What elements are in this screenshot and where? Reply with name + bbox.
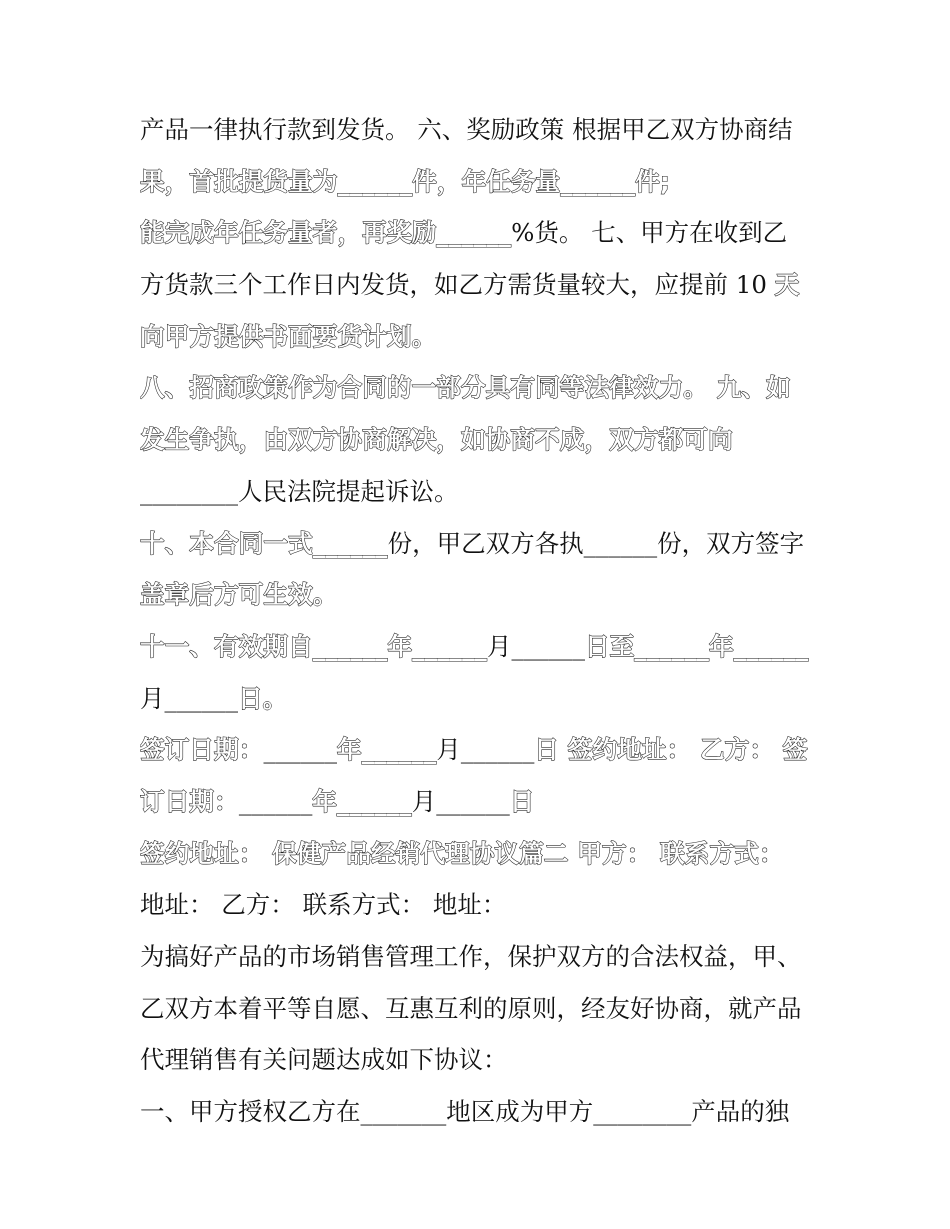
text-line (140, 207, 820, 259)
text-line (140, 673, 820, 725)
text-segment: 天 (774, 270, 800, 300)
text-line (140, 259, 820, 311)
text-segment: 年______ (337, 735, 437, 765)
text-line (140, 983, 820, 1035)
text-line (140, 311, 820, 363)
text-segment: 八、招商政策作为合同的一部分具有同等法律效力。 九、如 (140, 373, 791, 403)
text-segment: 能完成年任务量者，再奖励______ (140, 218, 512, 248)
text-segment: 日 (509, 786, 535, 816)
text-line (140, 621, 820, 673)
text-line (140, 414, 820, 466)
text-segment: 月______ (411, 786, 510, 816)
text-segment: 份，甲乙双方各执______份，双方签字 (387, 528, 805, 558)
text-line (140, 1086, 820, 1138)
text-segment: 代理销售有关问题达成如下协议： (140, 1045, 508, 1075)
text-line (140, 156, 820, 208)
text-segment: 月______ (487, 631, 585, 661)
text-segment: 发生争执，由双方协商解决，如协商不成，双方都可向 (140, 425, 733, 455)
text-segment: 签订日期： (140, 735, 264, 765)
text-segment: 乙双方本着平等自愿、互惠互利的原则，经友好协商，就产品 (140, 993, 802, 1023)
text-segment: 订日期： (140, 786, 239, 816)
text-segment: 月______ (436, 735, 535, 765)
text-segment: 盖章后方可生效。 (140, 580, 338, 610)
text-line (140, 724, 820, 776)
text-line (140, 879, 820, 931)
text-line (140, 466, 820, 518)
text-segment: 月______ (140, 683, 238, 713)
text-segment: 年______ (312, 786, 412, 816)
text-segment: 日。 (238, 683, 288, 713)
text-line (140, 828, 820, 880)
text-segment: ______ (238, 786, 313, 816)
text-segment: 为搞好产品的市场销售管理工作，保护双方的合法权益，甲、 (140, 942, 802, 971)
text-segment: 十、本合同一式______ (140, 528, 388, 558)
text-segment: 向甲方提供书面要货计划。 (140, 321, 437, 351)
text-line (140, 104, 820, 156)
text-segment: 一、甲方授权乙方在_______地区成为甲方________产品的独 (140, 1097, 790, 1127)
text-segment: %货。 七、甲方在收到乙 (511, 218, 788, 248)
text-segment: 日 签约地址： 乙方： 签 (534, 735, 808, 765)
text-segment: ________人民法院提起诉讼。 (140, 476, 459, 506)
text-segment: 方货款三个工作日内发货，如乙方需货量较大，应提前 10 (140, 270, 775, 300)
text-segment: ______ (263, 735, 337, 765)
text-line (140, 518, 820, 570)
text-segment: 日至______年______ (585, 631, 809, 661)
text-line (140, 569, 820, 621)
text-segment: 签约地址： 保健产品经销代理协议篇二 甲方： 联系方式： (140, 838, 784, 868)
text-segment: 果，首批提货量为______件，年任务量______件; (140, 166, 670, 196)
text-segment: 产品一律执行款到发货。 六、奖励政策 根据甲乙双方协商结 (140, 115, 793, 144)
text-line (140, 931, 820, 983)
contract-text (140, 104, 820, 1138)
text-line (140, 776, 820, 828)
text-segment: 地址： 乙方： 联系方式： 地址： (140, 890, 507, 920)
text-line (140, 362, 820, 414)
text-line (140, 1034, 820, 1086)
text-segment: 十一、有效期自______年______ (140, 631, 487, 661)
